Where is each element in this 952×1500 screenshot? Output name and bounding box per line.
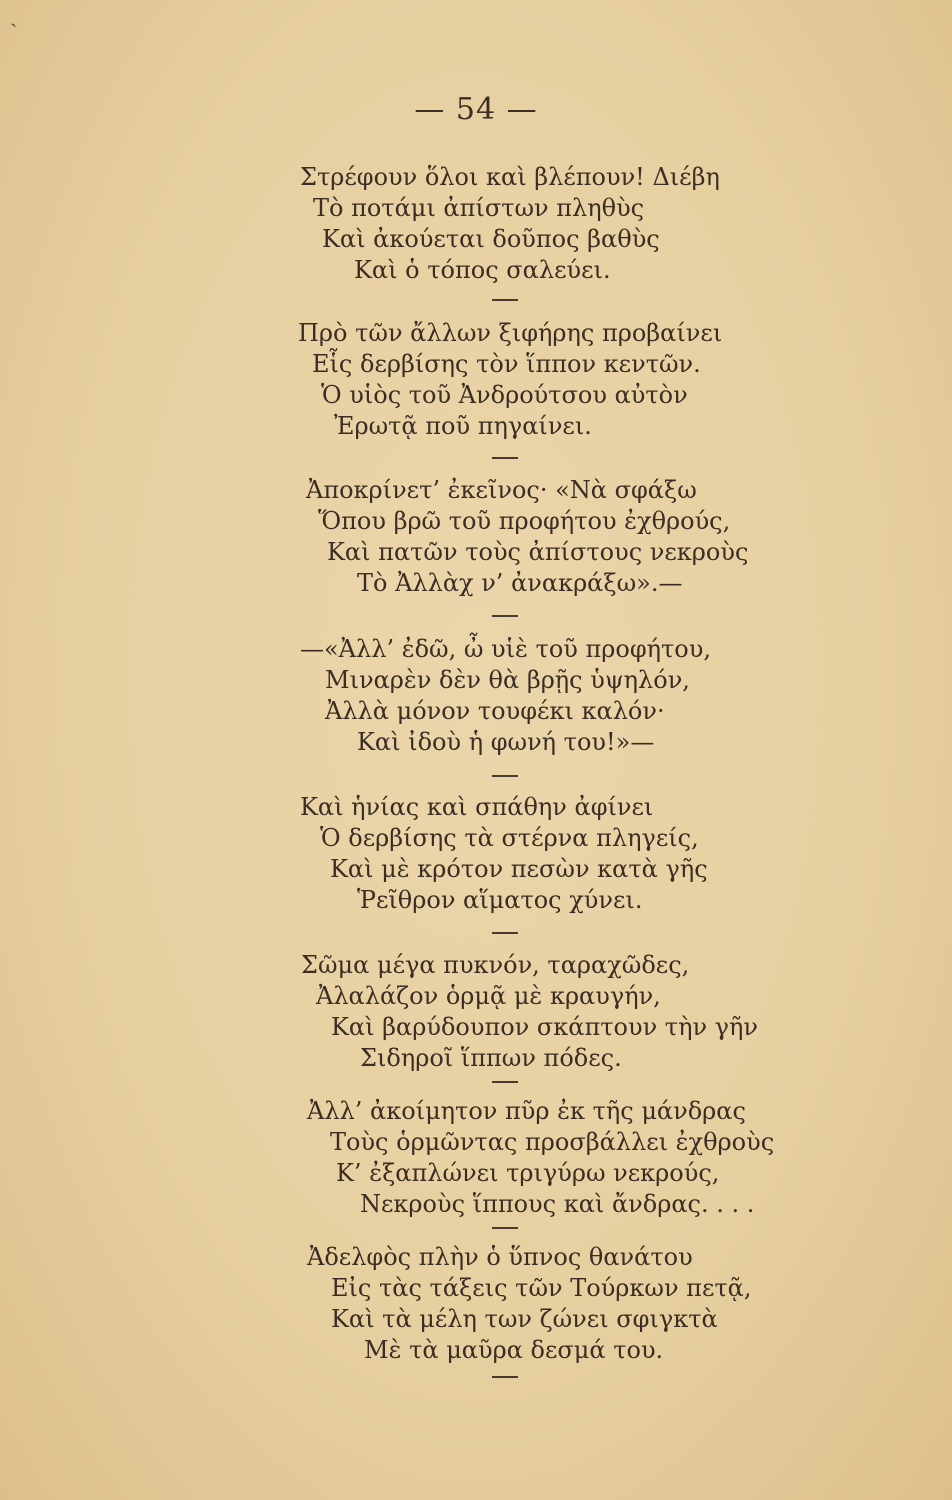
verse-line: Μὲ τὰ μαῦρα δεσμά του. <box>364 1336 664 1364</box>
verse-line: Στρέφουν ὅλοι καὶ βλέπουν! Διέβη <box>300 163 720 191</box>
verse-line: Καὶ τὰ μέλη των ζώνει σφιγκτὰ <box>331 1305 718 1333</box>
verse-line: Σῶμα μέγα πυκνόν, ταραχῶδες, <box>301 951 690 979</box>
stanza-divider <box>492 1081 518 1083</box>
verse-line: —«Ἀλλ’ ἐδῶ, ὦ υἱὲ τοῦ προφήτου, <box>300 635 711 663</box>
verse-line: Ἀλαλάζον ὁρμᾷ μὲ κραυγήν, <box>316 982 661 1010</box>
stanza-divider <box>492 457 518 459</box>
verse-line: Καὶ ἰδοὺ ἡ φωνή του!»— <box>357 728 655 756</box>
stanza-divider <box>492 299 518 301</box>
verse-line: Μιναρὲν δὲν θὰ βρῇς ὑψηλόν, <box>325 666 690 694</box>
verse-line: Τοὺς ὁρμῶντας προσβάλλει ἐχθροὺς <box>330 1128 775 1156</box>
verse-line: Καὶ ἡνίας καὶ σπάθην ἀφίνει <box>300 793 654 821</box>
stanza-divider <box>492 932 518 934</box>
stanza-divider <box>492 1227 518 1229</box>
verse-line: Καὶ ἀκούεται δοῦπος βαθὺς <box>322 225 660 253</box>
corner-mark: ˏ <box>10 3 18 28</box>
verse-line: Ὅπου βρῶ τοῦ προφήτου ἐχθρούς, <box>318 507 731 535</box>
verse-line: Ἐρωτᾷ ποῦ πηγαίνει. <box>334 412 592 440</box>
verse-line: Καὶ πατῶν τοὺς ἀπίστους νεκροὺς <box>327 538 749 566</box>
verse-line: Ἀποκρίνετ’ ἐκεῖνος· «Νὰ σφάξω <box>306 476 697 504</box>
page-number: — 54 — <box>414 92 538 127</box>
verse-line: Καὶ ὁ τόπος σαλεύει. <box>354 256 611 284</box>
verse-line: Κ’ ἐξαπλώνει τριγύρω νεκρούς, <box>336 1159 720 1187</box>
verse-line: Τὸ Ἀλλὰχ ν’ ἀνακράξω».— <box>357 569 683 597</box>
verse-line: Τὸ ποτάμι ἀπίστων πληθὺς <box>313 194 645 222</box>
verse-line: Ὁ δερβίσης τὰ στέρνα πληγείς, <box>320 824 699 852</box>
verse-line: Εἰς τὰς τάξεις τῶν Τούρκων πετᾷ, <box>331 1274 752 1302</box>
verse-line: Σιδηροῖ ἵππων πόδες. <box>360 1044 622 1072</box>
verse-line: Ἀλλὰ μόνον τουφέκι καλόν· <box>325 697 665 725</box>
verse-line: Ῥεῖθρον αἵματος χύνει. <box>357 886 643 914</box>
stanza-divider <box>492 1376 518 1378</box>
stanza-divider <box>492 775 518 777</box>
verse-line: Ὁ υἱὸς τοῦ Ἀνδρούτσου αὐτὸν <box>321 381 688 409</box>
verse-line: Ἀδελφὸς πλὴν ὁ ὕπνος θανάτου <box>307 1243 693 1271</box>
verse-line: Εἷς δερβίσης τὸν ἵππον κεντῶν. <box>312 350 701 378</box>
verse-line: Καὶ βαρύδουπον σκάπτουν τὴν γῆν <box>331 1013 758 1041</box>
verse-line: Ἀλλ’ ἀκοίμητον πῦρ ἐκ τῆς μάνδρας <box>307 1097 746 1125</box>
stanza-divider <box>492 615 518 617</box>
verse-line: Νεκροὺς ἵππους καὶ ἄνδρας. . . . <box>360 1190 755 1218</box>
verse-line: Καὶ μὲ κρότον πεσὼν κατὰ γῆς <box>330 855 708 883</box>
verse-line: Πρὸ τῶν ἄλλων ξιφήρης προβαίνει <box>298 319 723 347</box>
